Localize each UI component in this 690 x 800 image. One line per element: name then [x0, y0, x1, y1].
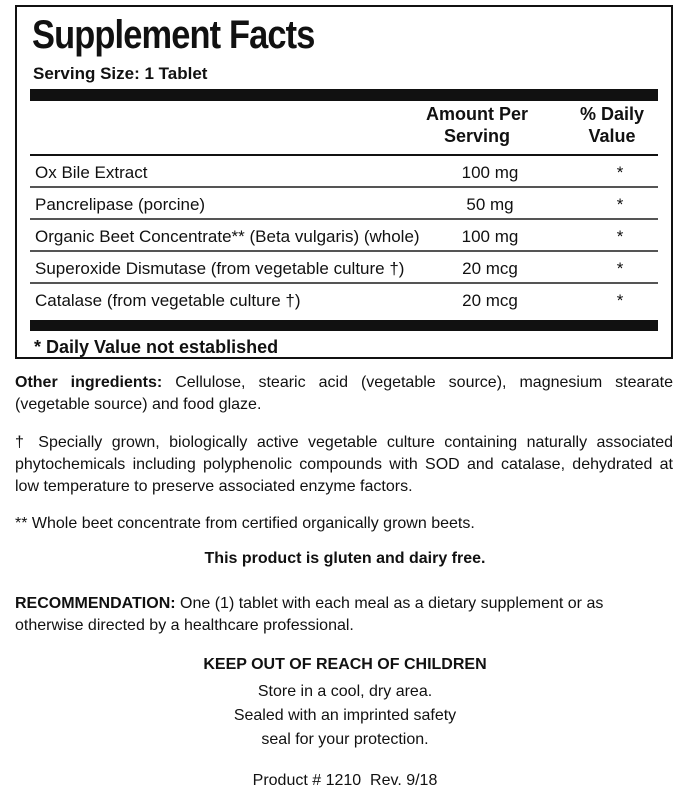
ingredient-amount: 100 mg [461, 227, 519, 246]
table-row [30, 188, 658, 220]
recommendation-text: One (1) tablet with each meal as a dietary supplement or as otherwise directed by a healthcare professional. [15, 595, 604, 634]
amount-header-line1: Amount Per [425, 104, 528, 124]
other-ingredients-label: Other ingredients: [15, 374, 163, 391]
recommendation-label: RECOMMENDATION: [15, 595, 176, 612]
ingredient-amount: 20 mcg [462, 259, 518, 278]
ingredient-name: Ox Bile Extract [35, 163, 148, 182]
amount-per-serving-header [412, 103, 542, 147]
table-row [30, 156, 658, 188]
other-ingredients [15, 372, 673, 416]
ingredient-name: Superoxide Dismutase (from vegetable culture †) [35, 259, 405, 278]
dagger-footnote: † Specially grown, biologically active vegetable culture containing naturally associated phytochemicals including polyphenolic compounds with SOD and catalase, dehydrated at low temperature to preserve associated enzyme factors. [15, 434, 673, 495]
ingredient-daily-value: * [616, 259, 624, 278]
bottom-thick-rule [30, 320, 658, 331]
ingredient-amount: 20 mcg [462, 291, 518, 310]
dv-header-line2: Value [588, 126, 636, 146]
product-number: Product # 1210 Rev. 9/18 [252, 772, 438, 789]
ingredient-table [30, 156, 658, 316]
dv-header-line1: % Daily [579, 104, 645, 124]
facts-title: Supplement Facts [32, 13, 315, 57]
serving-size: Serving Size: 1 Tablet [33, 64, 208, 83]
table-row [30, 220, 658, 252]
seal-notice-line1: Sealed with an imprinted safety [233, 707, 457, 724]
recommendation [15, 593, 673, 637]
amount-header-line2: Serving [443, 126, 511, 146]
ingredient-name: Catalase (from vegetable culture †) [35, 291, 301, 310]
ingredient-amount: 100 mg [461, 163, 519, 182]
gluten-statement: This product is gluten and dairy free. [204, 550, 486, 567]
daily-value-footnote: * Daily Value not established [34, 337, 279, 357]
ingredient-daily-value: * [616, 227, 624, 246]
ingredient-name: Organic Beet Concentrate** (Beta vulgaris) (whole) [35, 227, 420, 246]
storage-instruction: Store in a cool, dry area. [257, 683, 433, 700]
table-row [30, 252, 658, 284]
ingredient-name: Pancrelipase (porcine) [35, 195, 206, 214]
ingredient-daily-value: * [616, 291, 624, 310]
table-row [30, 284, 658, 316]
supplement-facts-panel [15, 5, 673, 359]
other-ingredients-text: Cellulose, stearic acid (vegetable source), magnesium stearate (vegetable source) and food glaze. [15, 374, 673, 413]
top-thick-rule [30, 89, 658, 101]
ingredient-daily-value: * [616, 195, 624, 214]
beet-footnote: ** Whole beet concentrate from certified organically grown beets. [15, 515, 475, 532]
daily-value-header [562, 103, 662, 147]
seal-notice-line2: seal for your protection. [261, 731, 429, 748]
keep-out-warning: KEEP OUT OF REACH OF CHILDREN [203, 656, 487, 673]
ingredient-amount: 50 mg [466, 195, 514, 214]
ingredient-daily-value: * [616, 163, 624, 182]
